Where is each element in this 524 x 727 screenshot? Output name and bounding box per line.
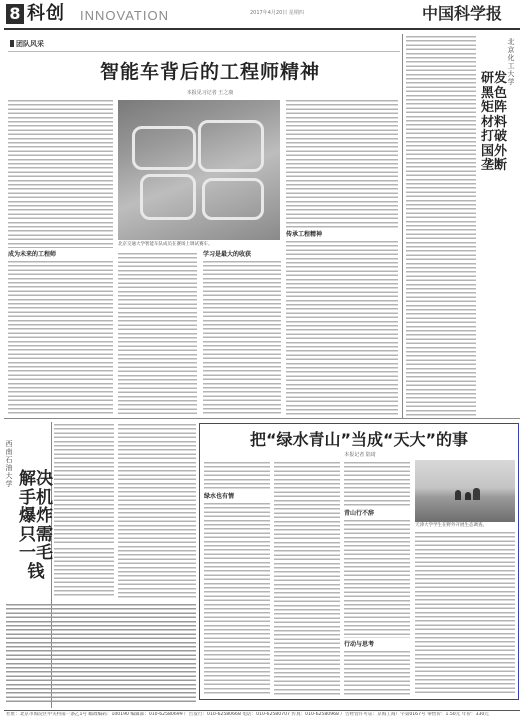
section-title: 科创 bbox=[27, 3, 65, 24]
section-title-english: INNOVATION bbox=[80, 8, 169, 23]
article-text bbox=[54, 548, 114, 598]
article-subtitle: 西南石油大学 bbox=[5, 440, 13, 488]
footer-info: 社址：北京市海淀区中关村南一条乙1号 邮政编码：100190 编辑部：010-62580699 广告发行：010-62580668 电话：010-62580707 传真：010-62580968 广告经营许可证：京海工商广字第0167号 零售价：1.50元 年价：330元 bbox=[6, 712, 489, 717]
section-divider bbox=[4, 418, 520, 419]
article-subhead: 行动与思考 bbox=[344, 641, 375, 648]
article-text bbox=[204, 462, 270, 490]
article-text bbox=[8, 261, 113, 416]
footer-rule bbox=[4, 710, 520, 711]
article-text bbox=[406, 36, 476, 416]
article-text bbox=[415, 532, 515, 696]
article-text bbox=[274, 462, 340, 696]
page-number: 8 bbox=[6, 4, 24, 24]
article-text bbox=[204, 503, 270, 696]
article-subhead: 绿水也有情 bbox=[204, 493, 235, 500]
article-subhead: 成为未来的工程师 bbox=[8, 251, 57, 258]
photo-caption: 天津大学学生在野外开展生态调查。 bbox=[415, 523, 487, 528]
article-text bbox=[118, 424, 196, 599]
sidebar-title: 研发黑色矩阵材料打破国外垄断 bbox=[480, 71, 507, 173]
article-photo bbox=[415, 460, 515, 522]
newspaper-masthead: 中国科学报 bbox=[422, 4, 503, 23]
article-subhead: 学习是最大的收获 bbox=[203, 251, 252, 258]
article-byline: 本报记者 陆琦 bbox=[344, 452, 376, 458]
article-title: 解决手机爆炸只需一毛钱 bbox=[19, 469, 53, 582]
article-text bbox=[344, 462, 410, 507]
article-text bbox=[203, 261, 281, 416]
article-text bbox=[8, 100, 113, 248]
article-text bbox=[344, 651, 410, 696]
sidebar-subtitle: 北京化工大学 bbox=[507, 38, 515, 86]
article-text bbox=[6, 604, 196, 704]
column-tag: 团队风采 bbox=[10, 40, 44, 49]
header-rule bbox=[4, 28, 520, 30]
tag-rule bbox=[8, 51, 400, 52]
article-byline: 本报见习记者 王之康 bbox=[186, 90, 234, 96]
article-subhead: 青山行不辞 bbox=[344, 510, 375, 517]
article-text bbox=[54, 424, 114, 544]
photo-caption: 北京交通大学智能车队成员在赛场上调试赛车。 bbox=[118, 242, 213, 247]
article-photo bbox=[118, 100, 280, 240]
article-text bbox=[286, 241, 398, 416]
article-text bbox=[286, 100, 398, 228]
article-title: 把“绿水青山”当成“天大”的事 bbox=[249, 430, 469, 449]
header-date: 2017年4月20日 星期四 bbox=[250, 10, 304, 16]
article-text bbox=[344, 520, 410, 638]
article-text bbox=[118, 253, 197, 416]
article-subhead: 传承工程精神 bbox=[286, 231, 323, 238]
column-divider bbox=[402, 34, 403, 418]
article-title: 智能车背后的工程师精神 bbox=[99, 61, 320, 83]
